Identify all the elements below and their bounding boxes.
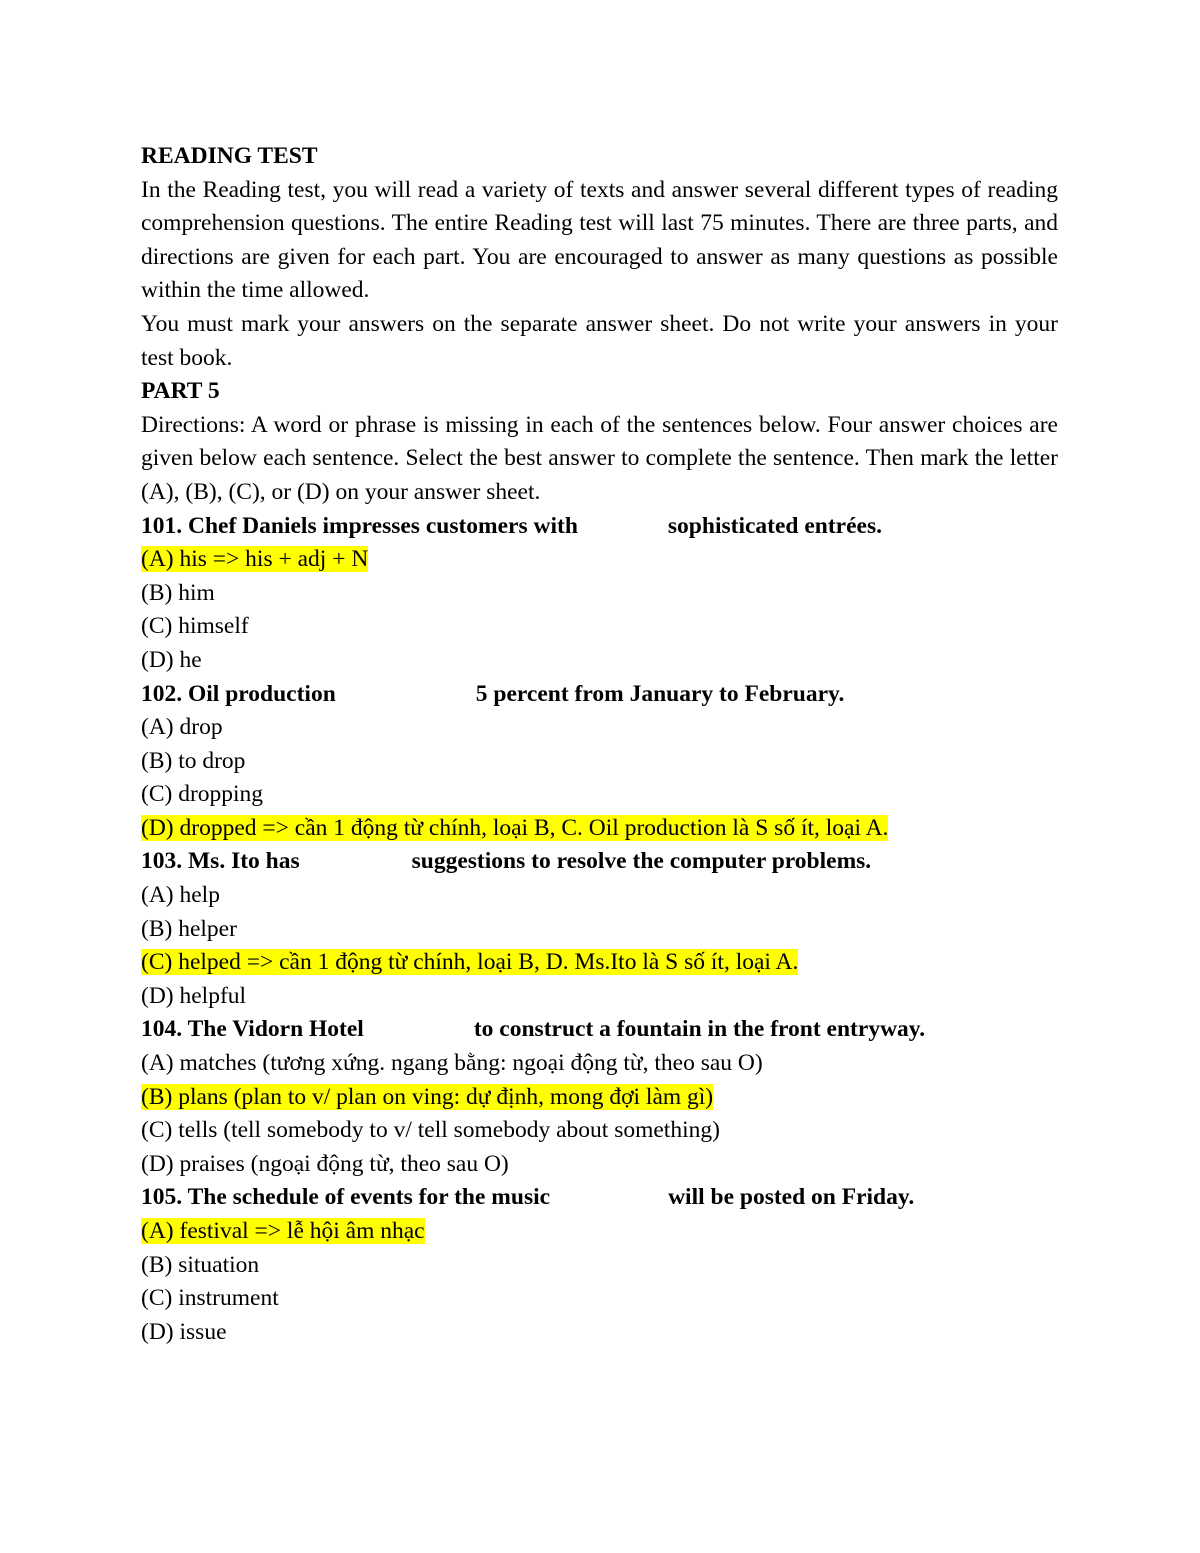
option-text: (D) issue: [141, 1318, 227, 1345]
question-stem: [141, 1013, 1058, 1047]
option-text: (B) to drop: [141, 747, 246, 774]
answer-option: [141, 1249, 1058, 1283]
option-text: (D) he: [141, 646, 202, 673]
option-text: (C) dropping: [141, 781, 264, 808]
question-stem-after: 5 percent from January to February.: [475, 680, 845, 707]
answer-option: [141, 1282, 1058, 1316]
answer-option: [141, 812, 1058, 846]
question-stem: [141, 678, 1058, 712]
answer-blank: [578, 510, 668, 544]
answer-option: [141, 1148, 1058, 1182]
option-text: (A) his => his + adj + N: [141, 546, 369, 573]
answer-blank: [300, 845, 412, 879]
answer-option: [141, 1047, 1058, 1081]
question-stem-after: will be posted on Friday.: [668, 1184, 915, 1211]
option-text: (A) festival => lễ hội âm nhạc: [141, 1218, 425, 1244]
part-title: PART 5: [141, 378, 220, 405]
option-text: (B) helper: [141, 915, 237, 942]
answer-blank: [550, 1181, 668, 1215]
question-stem-before: 103. Ms. Ito has: [141, 848, 300, 875]
option-text: (C) instrument: [141, 1285, 279, 1312]
question-stem-after: to construct a fountain in the front entryway.: [473, 1016, 926, 1043]
answer-option: [141, 644, 1058, 678]
answer-option: [141, 1215, 1058, 1249]
answer-option: [141, 1081, 1058, 1115]
option-text: (A) drop: [141, 714, 223, 741]
option-text: (B) situation: [141, 1251, 260, 1278]
question-stem-before: 105. The schedule of events for the music: [141, 1184, 551, 1211]
option-text: (D) helpful: [141, 982, 247, 1009]
intro-paragraph: In the Reading test, you will read a variety of texts and answer several different types of reading comprehension questions. The entire Reading test will last 75 minutes. There are three parts, and directions are given for each part. You are encouraged to answer as many questions as possible within the time allowed.: [141, 176, 1058, 304]
option-text: (B) plans (plan to v/ plan on ving: dự định, mong đợi làm gì): [141, 1083, 714, 1110]
option-text: (C) helped => cần 1 động từ chính, loại B, D. Ms.Ito là S số ít, loại A.: [141, 949, 799, 976]
question-stem-after: suggestions to resolve the computer problems.: [411, 848, 872, 875]
answer-option: [141, 543, 1058, 577]
answer-option: [141, 610, 1058, 644]
answer-option: [141, 879, 1058, 913]
intro-paragraph: You must mark your answers on the separate answer sheet. Do not write your answers in your test book.: [141, 310, 1058, 371]
answer-option: [141, 1114, 1058, 1148]
question-stem-before: 101. Chef Daniels impresses customers with: [141, 512, 578, 539]
answer-option: [141, 946, 1058, 980]
option-text: (A) help: [141, 882, 220, 909]
question-stem-before: 102. Oil production: [141, 680, 336, 707]
question-stem: [141, 1181, 1058, 1215]
question-stem-after: sophisticated entrées.: [667, 512, 882, 539]
directions-paragraph: Directions: A word or phrase is missing in each of the sentences below. Four answer choices are given below each sentence. Select the best answer to complete the sentence. Then mark the letter (A), (B), (C), or (D) on your answer sheet.: [141, 411, 1058, 505]
answer-option: [141, 913, 1058, 947]
option-text: (D) praises (ngoại động từ, theo sau O): [141, 1150, 509, 1177]
option-text: (A) matches (tương xứng. ngang bằng: ngoại động từ, theo sau O): [141, 1050, 763, 1077]
option-text: (C) tells (tell somebody to v/ tell somebody about something): [141, 1117, 720, 1144]
answer-option: [141, 980, 1058, 1014]
question-stem-before: 104. The Vidorn Hotel: [141, 1016, 364, 1043]
page-title: READING TEST: [141, 143, 318, 169]
answer-option: [141, 778, 1058, 812]
option-text: (B) him: [141, 579, 215, 606]
question-stem: [141, 510, 1058, 544]
answer-blank: [336, 678, 476, 712]
option-text: (D) dropped => cần 1 động từ chính, loại B, C. Oil production là S số ít, loại A.: [141, 814, 889, 841]
answer-option: [141, 1316, 1058, 1350]
question-stem: [141, 845, 1058, 879]
answer-option: [141, 745, 1058, 779]
answer-blank: [364, 1013, 474, 1047]
option-text: (C) himself: [141, 613, 249, 640]
answer-option: [141, 577, 1058, 611]
answer-option: [141, 711, 1058, 745]
